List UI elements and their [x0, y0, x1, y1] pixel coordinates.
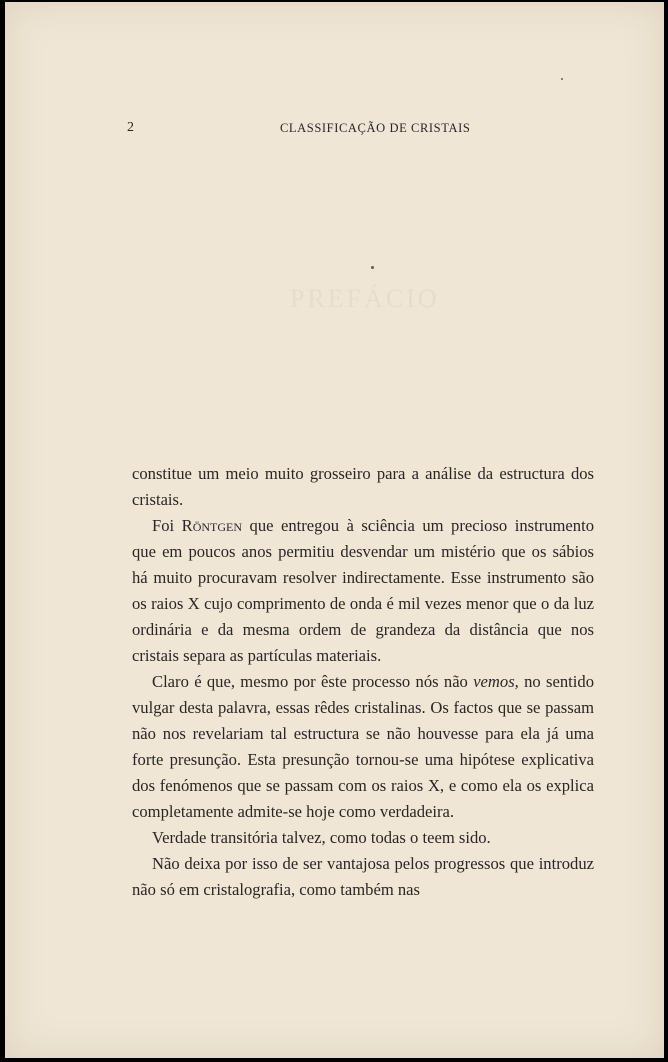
paper-speck [561, 78, 563, 80]
paragraph-text: que entregou à sciência um precioso instrumento que em poucos anos permitiu desvendar um mistério que os sábios há muito procuravam resolver indirectamente. Esse instrumento são os raios X cujo comprimento de onda é mil vezes menor que o da luz ordinária e da mesma ordem de grandeza da distância que nos cristais separa as partículas materiais. [132, 516, 594, 665]
paragraph [132, 825, 594, 851]
paper-speck [371, 266, 374, 269]
paragraph-text: Não deixa por isso de ser vantajosa pelos progressos que introduz não só em cristalografia, como também nas [132, 854, 594, 899]
paragraph-text: no sentido vulgar desta palavra, essas rêdes cristalinas. Os factos que se passam não nos revelariam tal estructura se não houvesse para ela já uma forte presunção. Esta presunção tornou-se uma hipótese explicativa dos fenómenos que se passam com os raios X, e como ela os explica completamente admite-se hoje como verdadeira. [132, 672, 594, 821]
paragraph [132, 851, 594, 903]
running-title: CLASSIFICAÇÃO DE CRISTAIS [280, 121, 471, 135]
page-number: 2 [127, 120, 134, 135]
paragraph-text: constitue um meio muito grosseiro para a análise da estructura dos cristais. [132, 464, 594, 509]
paragraph [132, 669, 594, 825]
page-header [5, 120, 664, 140]
book-page [5, 2, 664, 1058]
show-through-text: PREFÁCIO [290, 284, 440, 313]
paragraph-text: Verdade transitória talvez, como todas o teem sido. [152, 828, 491, 847]
body-text [132, 461, 594, 903]
paragraph [132, 513, 594, 669]
paragraph-text: Foi [152, 516, 182, 535]
paragraph [132, 461, 594, 513]
emphasized-word: vemos, [473, 672, 519, 691]
paragraph-text: Claro é que, mesmo por êste processo nós não [152, 672, 474, 691]
author-name: Röntgen [181, 516, 243, 535]
